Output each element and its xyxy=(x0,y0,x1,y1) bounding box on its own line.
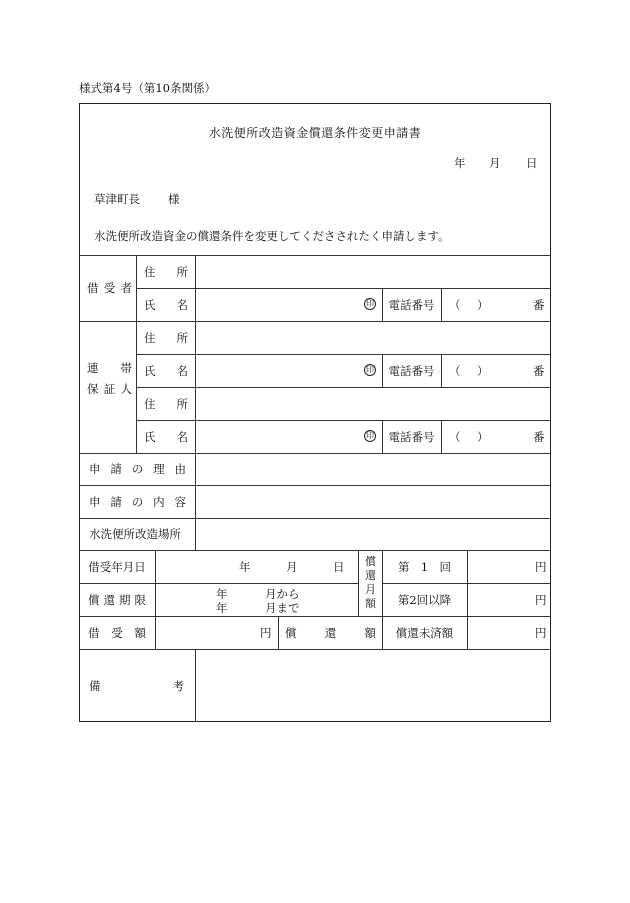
period-from-month: 月から xyxy=(265,587,300,601)
guarantor-name-label: 氏 名 xyxy=(144,429,188,444)
guarantor-label-2: 保 証 人 xyxy=(87,382,132,396)
paren-open: （ xyxy=(449,363,461,378)
borrower-address-label: 住 所 xyxy=(144,264,188,279)
paren-open: （ xyxy=(449,429,461,444)
phone-label: 電話番号 xyxy=(388,297,435,312)
paren-close: ） xyxy=(477,363,489,378)
seal-mark: 印 xyxy=(366,431,374,440)
request-text: 水洗便所改造資金の償還条件を変更してくださされたく申請します。 xyxy=(94,229,450,243)
loan-amount-yen: 円 xyxy=(260,625,272,640)
second-payment-label: 第2回以降 xyxy=(397,592,452,607)
period-to-year: 年 xyxy=(216,601,228,615)
first-payment-label: 第 1 回 xyxy=(398,559,451,574)
guarantor-name-label: 氏 名 xyxy=(144,363,188,378)
repay-amount-label: 償 還 額 xyxy=(285,625,376,640)
period-to-month: 月まで xyxy=(265,601,300,615)
ban-label: 番 xyxy=(533,297,545,312)
date-month: 月 xyxy=(489,156,501,170)
first-payment-yen: 円 xyxy=(535,559,547,574)
repay-month-label: 償 還 月 額 xyxy=(365,555,376,610)
loan-date-month: 月 xyxy=(286,559,298,574)
guarantor-address-label: 住 所 xyxy=(144,396,188,411)
rule xyxy=(441,420,442,453)
rule xyxy=(467,550,468,649)
content-label: 申 請 の 内 容 xyxy=(89,494,186,509)
date-year: 年 xyxy=(454,156,466,170)
rule xyxy=(278,616,279,649)
rule xyxy=(136,255,137,453)
period-from-year: 年 xyxy=(216,587,228,601)
loan-date-year: 年 xyxy=(239,559,251,574)
paren-close: ） xyxy=(477,429,489,444)
date-day: 日 xyxy=(526,156,538,170)
borrower-name-label: 氏 名 xyxy=(144,297,188,312)
reason-label: 申 請 の 理 由 xyxy=(89,462,186,476)
rule xyxy=(441,288,442,321)
ban-label: 番 xyxy=(533,429,545,444)
rule xyxy=(441,354,442,387)
rule xyxy=(136,387,551,388)
rule xyxy=(195,255,196,550)
guarantor-address-label: 住 所 xyxy=(144,330,188,345)
form-number: 様式第4号（第10条関係） xyxy=(79,81,216,95)
rule xyxy=(136,420,551,421)
period-label: 償 還 期 限 xyxy=(88,592,146,607)
loan-date-day: 日 xyxy=(333,559,345,574)
place-label: 水洗便所改造場所 xyxy=(89,527,181,541)
second-payment-yen: 円 xyxy=(535,592,547,607)
loan-date-label: 借受年月日 xyxy=(88,559,146,574)
paren-open: （ xyxy=(449,297,461,312)
addressee-honorific: 様 xyxy=(168,192,180,206)
phone-label: 電話番号 xyxy=(388,363,435,378)
addressee-name: 草津町長 xyxy=(94,192,140,206)
remarks-label: 備 考 xyxy=(89,678,184,693)
seal-mark: 印 xyxy=(366,365,374,374)
phone-label: 電話番号 xyxy=(388,429,435,444)
loan-amount-label: 借 受 額 xyxy=(88,625,146,640)
rule xyxy=(195,649,196,722)
rule xyxy=(155,550,156,649)
rule xyxy=(136,354,551,355)
rule xyxy=(136,288,551,289)
unpaid-label: 償還未済額 xyxy=(395,625,454,640)
borrower-label: 借 受 者 xyxy=(87,281,132,295)
paren-close: ） xyxy=(477,297,489,312)
ban-label: 番 xyxy=(533,363,545,378)
unpaid-yen: 円 xyxy=(535,625,547,640)
seal-mark: 印 xyxy=(366,299,374,308)
form-title: 水洗便所改造資金償還条件変更申請書 xyxy=(208,126,422,140)
guarantor-label-1: 連 帯 xyxy=(87,361,132,375)
